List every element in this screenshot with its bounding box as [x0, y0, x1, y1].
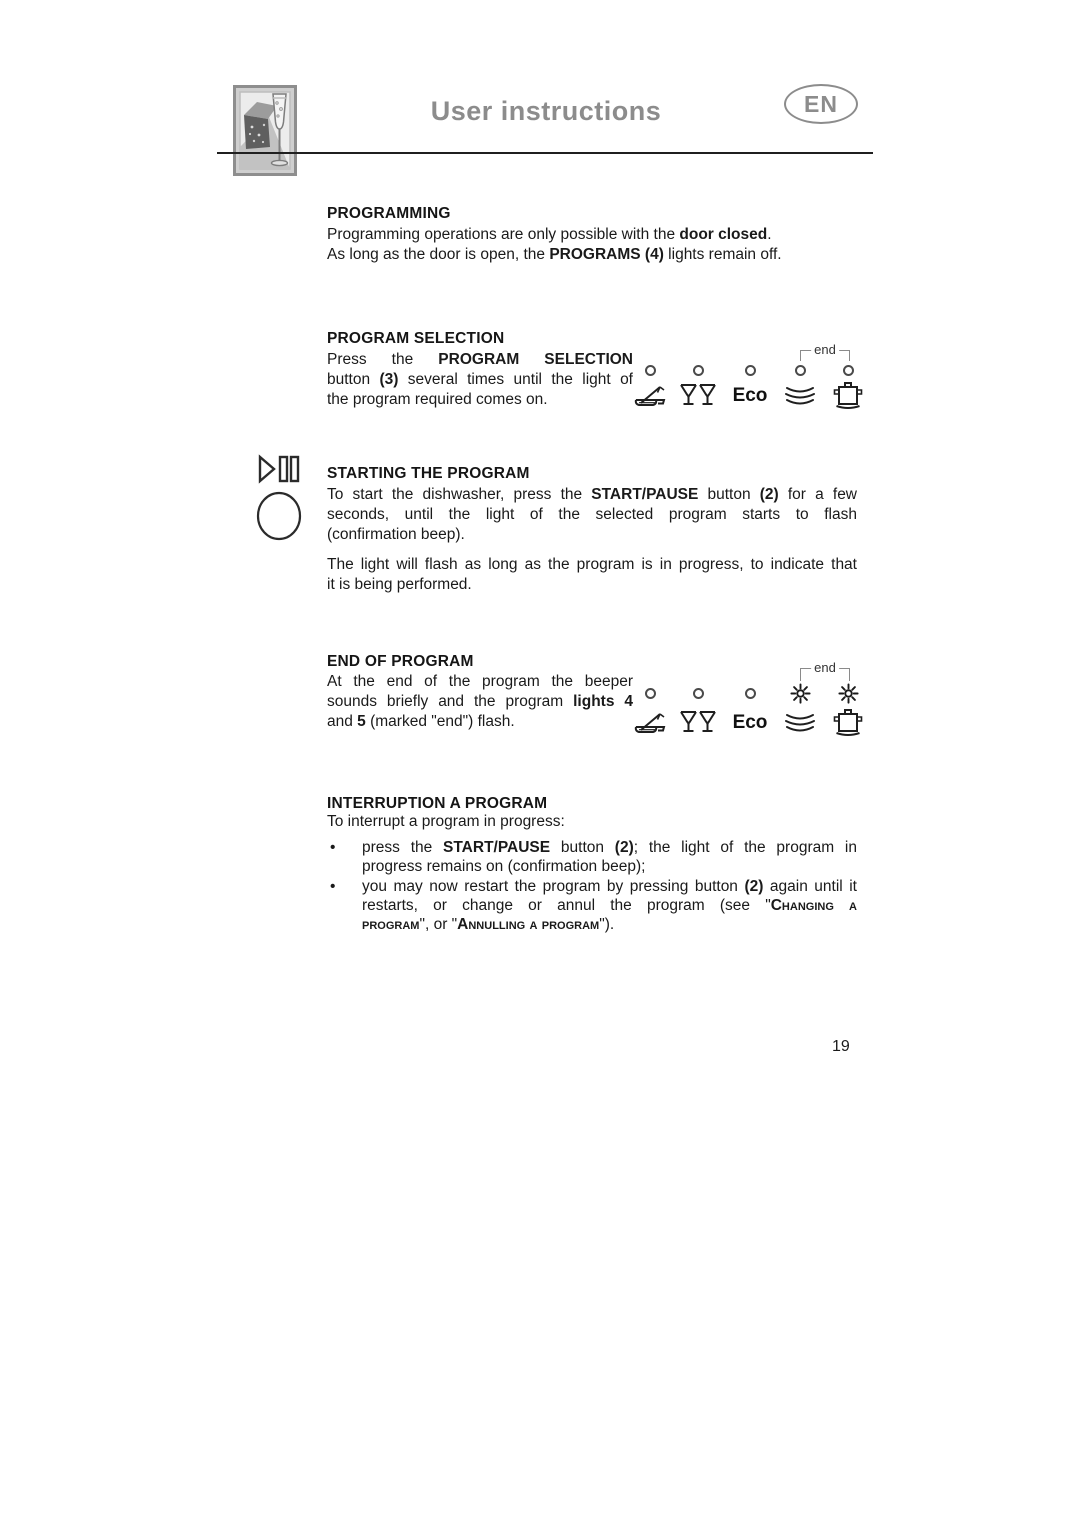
program-panel-diagram-end: [630, 660, 882, 750]
text-line: [327, 575, 857, 595]
text-line: [327, 225, 857, 245]
text-line: [327, 370, 633, 390]
program-col-glasses: [674, 362, 722, 412]
text-segment: To start the dishwasher, press the: [327, 486, 592, 503]
language-badge-label: EN: [804, 90, 838, 117]
program-col-eco: [726, 362, 774, 412]
language-badge: [784, 84, 858, 124]
text-segment: several times until the light of: [398, 371, 633, 388]
text-segment: ").: [599, 916, 615, 933]
text-line: [327, 390, 633, 410]
program-light-1: [645, 688, 656, 699]
program-col-soak: [626, 681, 674, 739]
bullet-text: [362, 877, 857, 934]
text-segment: START/PAUSE: [443, 839, 551, 856]
text-line: [327, 672, 633, 692]
pot-icon: [824, 707, 872, 739]
start-pause-icon: [256, 453, 306, 490]
program-light-2: [693, 365, 704, 376]
text-segment: button: [327, 371, 380, 388]
text-segment: for a few: [778, 486, 858, 503]
text-line: [327, 485, 857, 505]
text-segment: 5: [357, 713, 366, 730]
wine-glasses-icon: [674, 380, 722, 412]
section-heading-programming: PROGRAMMING: [327, 205, 451, 222]
soak-icon: [626, 380, 674, 412]
program-light-4-flashing: [776, 681, 824, 705]
text-segment: restarts, or change or annul the program (see ": [362, 897, 771, 914]
text-segment: (2): [744, 878, 764, 895]
bullet-text: [362, 838, 857, 876]
text-segment: (confirmation beep).: [327, 526, 465, 543]
text-segment: PROGRAMS (4): [549, 246, 664, 263]
section-heading-program-selection: PROGRAM SELECTION: [327, 330, 505, 347]
text-segment: press the: [362, 839, 444, 856]
text-line: [327, 555, 857, 575]
program-light-1: [645, 365, 656, 376]
program-light-3: [745, 365, 756, 376]
text-segment: door closed: [679, 226, 768, 243]
text-line: [327, 525, 857, 545]
pot-icon: [824, 380, 872, 412]
text-segment: button: [550, 839, 615, 856]
bullet-item: [330, 838, 857, 876]
interruption-bullet-list: [330, 838, 857, 935]
text-line: [362, 857, 857, 876]
end-marker-label: end: [811, 342, 839, 358]
text-line: [327, 505, 857, 525]
end-marker-bracket: [800, 342, 850, 361]
eco-program-label: Eco: [732, 712, 768, 733]
text-line: [327, 350, 633, 370]
text-segment: PROGRAM SELECTION: [438, 351, 634, 368]
text-segment: (marked "end") flash.: [365, 713, 515, 730]
text-segment: The light will flash as long as the program is in progress, to indicate that: [327, 556, 857, 573]
program-col-soak: [626, 362, 674, 412]
program-col-dishes: [776, 681, 824, 739]
text-segment: and: [327, 713, 358, 730]
text-segment: Changing a: [770, 897, 858, 914]
text-segment: As long as the door is open, the: [327, 246, 550, 263]
starting-paragraph-2: [327, 555, 857, 595]
text-segment: lights 4: [573, 693, 633, 710]
text-segment: sounds briefly and the program: [327, 693, 574, 710]
program-col-pot: [824, 681, 872, 739]
text-segment: it is being performed.: [327, 576, 472, 593]
text-segment: Programming operations are only possible with the: [327, 226, 680, 243]
section-heading-starting: STARTING THE PROGRAM: [327, 465, 530, 482]
text-segment: (3): [379, 371, 399, 388]
program-col-pot: [824, 362, 872, 412]
text-line: [362, 915, 857, 934]
bullet-glyph: •: [330, 839, 336, 856]
program-light-3: [745, 688, 756, 699]
text-segment: progress remains on (confirmation beep);: [362, 858, 646, 875]
text-segment: ; the light of the program in: [633, 839, 857, 856]
text-segment: lights remain off.: [663, 246, 782, 263]
text-segment: At the end of the program the beeper: [327, 673, 633, 690]
section-heading-end-of-program: END OF PROGRAM: [327, 653, 474, 670]
round-button-icon: [255, 490, 303, 547]
text-segment: ", or ": [419, 916, 458, 933]
bullet-item: [330, 877, 857, 934]
bullet-glyph: •: [330, 878, 336, 895]
text-segment: Press the: [327, 351, 439, 368]
text-segment: program: [362, 916, 420, 933]
text-line: [327, 692, 633, 712]
text-segment: (2): [614, 839, 634, 856]
text-segment: button: [698, 486, 760, 503]
dishes-icon: [776, 707, 824, 739]
program-col-dishes: [776, 362, 824, 412]
soak-icon: [626, 707, 674, 739]
text-line: [362, 877, 857, 896]
program-light-5: [843, 365, 854, 376]
text-line: [362, 896, 857, 915]
program-col-eco: [726, 681, 774, 739]
wine-glasses-icon: [674, 707, 722, 739]
end-marker-bracket: [800, 660, 850, 681]
end-marker-label: end: [811, 660, 839, 676]
interruption-intro: To interrupt a program in progress:: [327, 813, 565, 830]
text-line: [327, 245, 857, 265]
text-line: [362, 838, 857, 857]
page-number: 19: [832, 1038, 850, 1055]
end-of-program-paragraph: [327, 672, 633, 732]
section-heading-interruption: INTERRUPTION A PROGRAM: [327, 795, 548, 812]
text-segment: you may now restart the program by pressing button: [362, 878, 745, 895]
program-light-5-flashing: [824, 681, 872, 705]
text-segment: Annulling a program: [457, 916, 600, 933]
program-col-glasses: [674, 681, 722, 739]
program-light-2: [693, 688, 704, 699]
text-segment: seconds, until the light of the selected program starts to flash: [327, 506, 857, 523]
page-title: User instructions: [430, 96, 662, 126]
eco-program-label: Eco: [732, 385, 768, 406]
dishwasher-glass-logo-icon: [233, 85, 297, 176]
dishes-icon: [776, 380, 824, 412]
text-segment: (2): [759, 486, 779, 503]
header-divider: [217, 152, 873, 154]
text-segment: the program required comes on.: [327, 391, 548, 408]
program-panel-diagram-selection: [630, 342, 882, 414]
text-segment: again until it: [763, 878, 857, 895]
text-segment: .: [767, 226, 772, 243]
text-segment: START/PAUSE: [591, 486, 699, 503]
text-line: [327, 712, 633, 732]
programming-paragraph: [327, 225, 857, 265]
program-light-4: [795, 365, 806, 376]
program-selection-paragraph: [327, 350, 633, 410]
starting-paragraph-1: [327, 485, 857, 545]
